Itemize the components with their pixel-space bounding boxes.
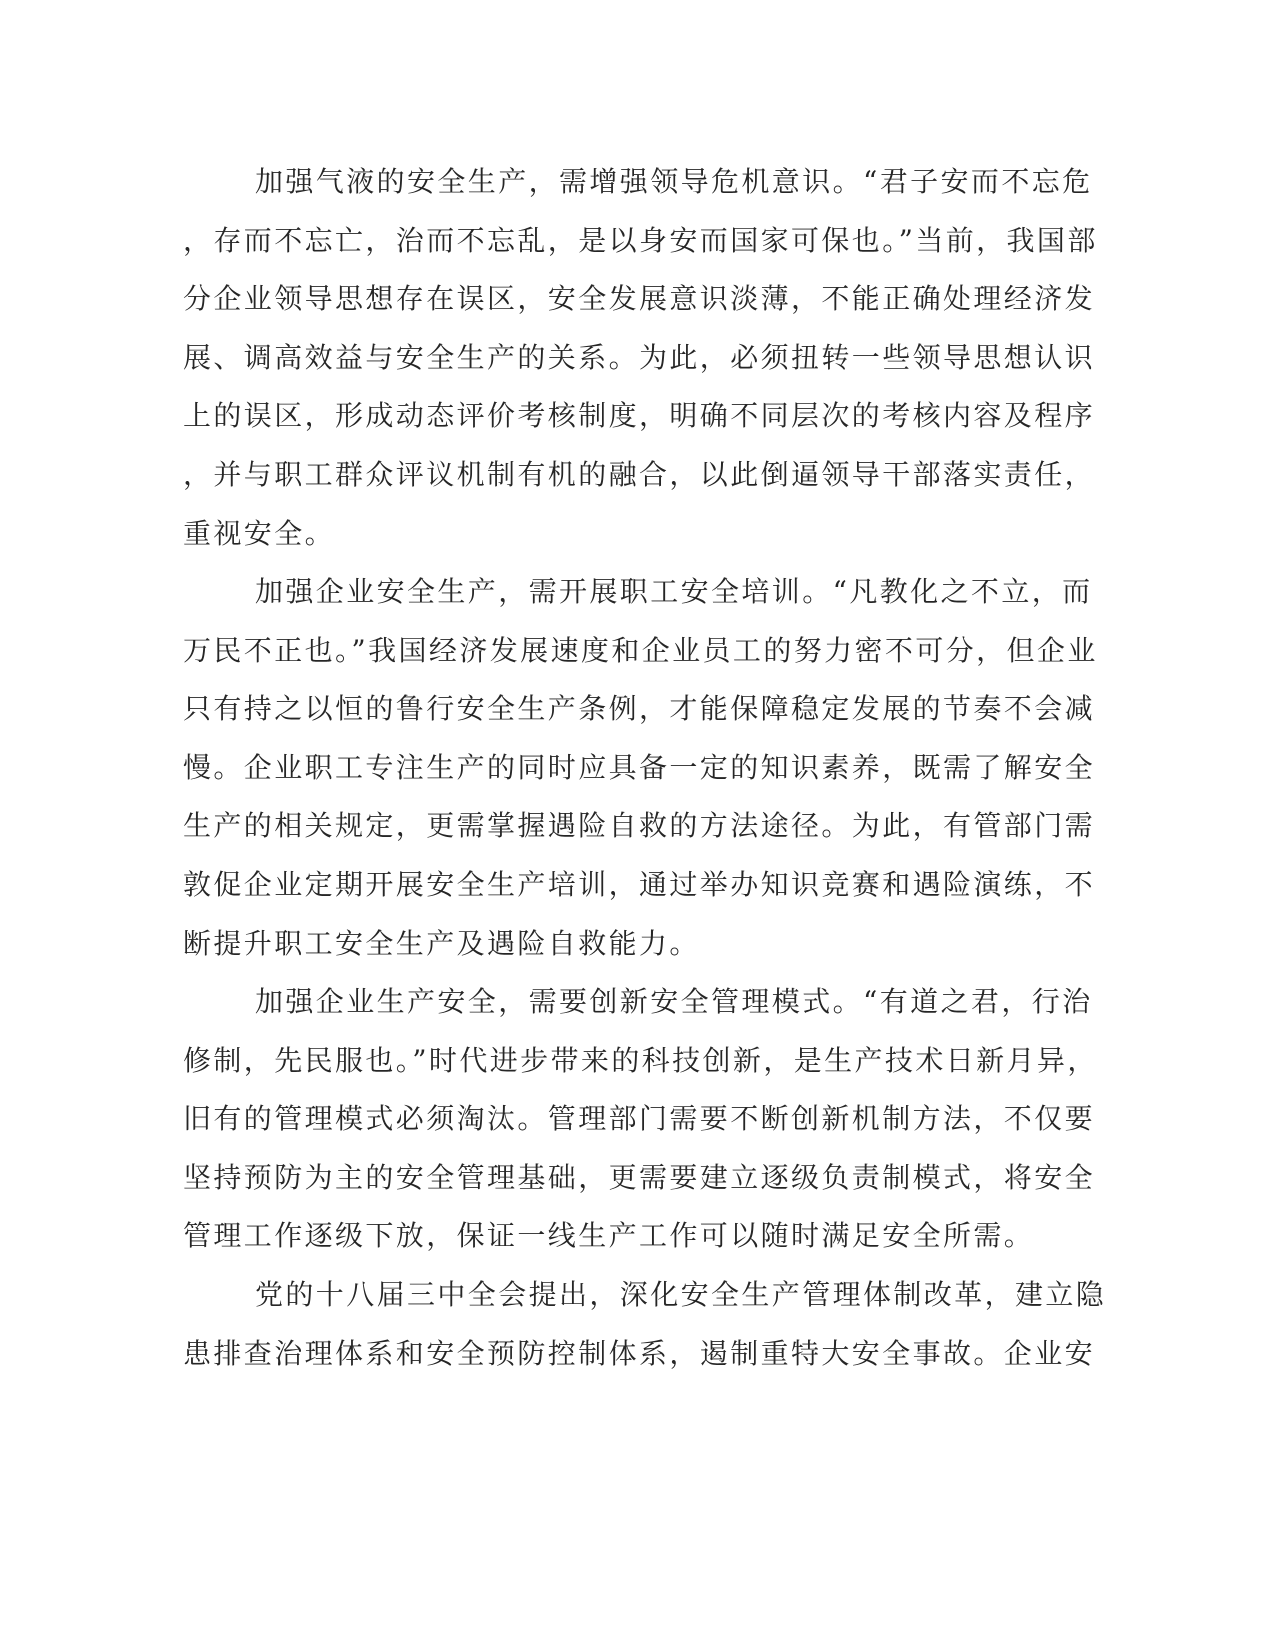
paragraph-1-line-3: 分企业领导思想存在误区，安全发展意识淡薄，不能正确处理经济发 xyxy=(183,282,1096,315)
paragraph-1-line-2: ，存而不忘亡，治而不忘乱，是以身安而国家可保也。”当前，我国部 xyxy=(183,224,1098,257)
paragraph-1-line-7: 重视安全。 xyxy=(183,517,336,550)
paragraph-4-line-1: 党的十八届三中全会提出，深化安全生产管理体制改革，建立隐 xyxy=(255,1278,1107,1311)
paragraph-1-line-4: 展、调高效益与安全生产的关系。为此，必须扭转一些领导思想认识 xyxy=(183,341,1096,374)
paragraph-2-line-4: 慢。企业职工专注生产的同时应具备一定的知识素养，既需了解安全 xyxy=(183,751,1096,784)
paragraph-4-line-2: 患排查治理体系和安全预防控制体系，遏制重特大安全事故。企业安 xyxy=(183,1337,1096,1370)
paragraph-1-line-1: 加强气液的安全生产，需增强领导危机意识。“君子安而不忘危 xyxy=(255,165,1093,198)
paragraph-1-line-5: 上的误区，形成动态评价考核制度，明确不同层次的考核内容及程序 xyxy=(183,399,1096,432)
paragraph-2-line-1: 加强企业安全生产，需开展职工安全培训。“凡教化之不立，而 xyxy=(255,575,1093,608)
paragraph-3-line-5: 管理工作逐级下放，保证一线生产工作可以随时满足安全所需。 xyxy=(183,1219,1035,1252)
paragraph-2-line-3: 只有持之以恒的鲁行安全生产条例，才能保障稳定发展的节奏不会减 xyxy=(183,692,1096,725)
paragraph-3-line-1: 加强企业生产安全，需要创新安全管理模式。“有道之君，行治 xyxy=(255,985,1093,1018)
paragraph-2-line-7: 断提升职工安全生产及遇险自救能力。 xyxy=(183,927,700,960)
paragraph-2-line-6: 敦促企业定期开展安全生产培训，通过举办知识竞赛和遇险演练，不 xyxy=(183,868,1096,901)
paragraph-3-line-3: 旧有的管理模式必须淘汰。管理部门需要不断创新机制方法，不仅要 xyxy=(183,1102,1096,1135)
paragraph-3-line-2: 修制，先民服也。”时代进步带来的科技创新，是生产技术日新月异， xyxy=(183,1044,1098,1077)
paragraph-3-line-4: 坚持预防为主的安全管理基础，更需要建立逐级负责制模式，将安全 xyxy=(183,1161,1096,1194)
paragraph-2-line-2: 万民不正也。”我国经济发展速度和企业员工的努力密不可分，但企业 xyxy=(183,634,1098,667)
paragraph-1-line-6: ，并与职工群众评议机制有机的融合，以此倒逼领导干部落实责任， xyxy=(183,458,1096,491)
paragraph-2-line-5: 生产的相关规定，更需掌握遇险自救的方法途径。为此，有管部门需 xyxy=(183,809,1096,842)
